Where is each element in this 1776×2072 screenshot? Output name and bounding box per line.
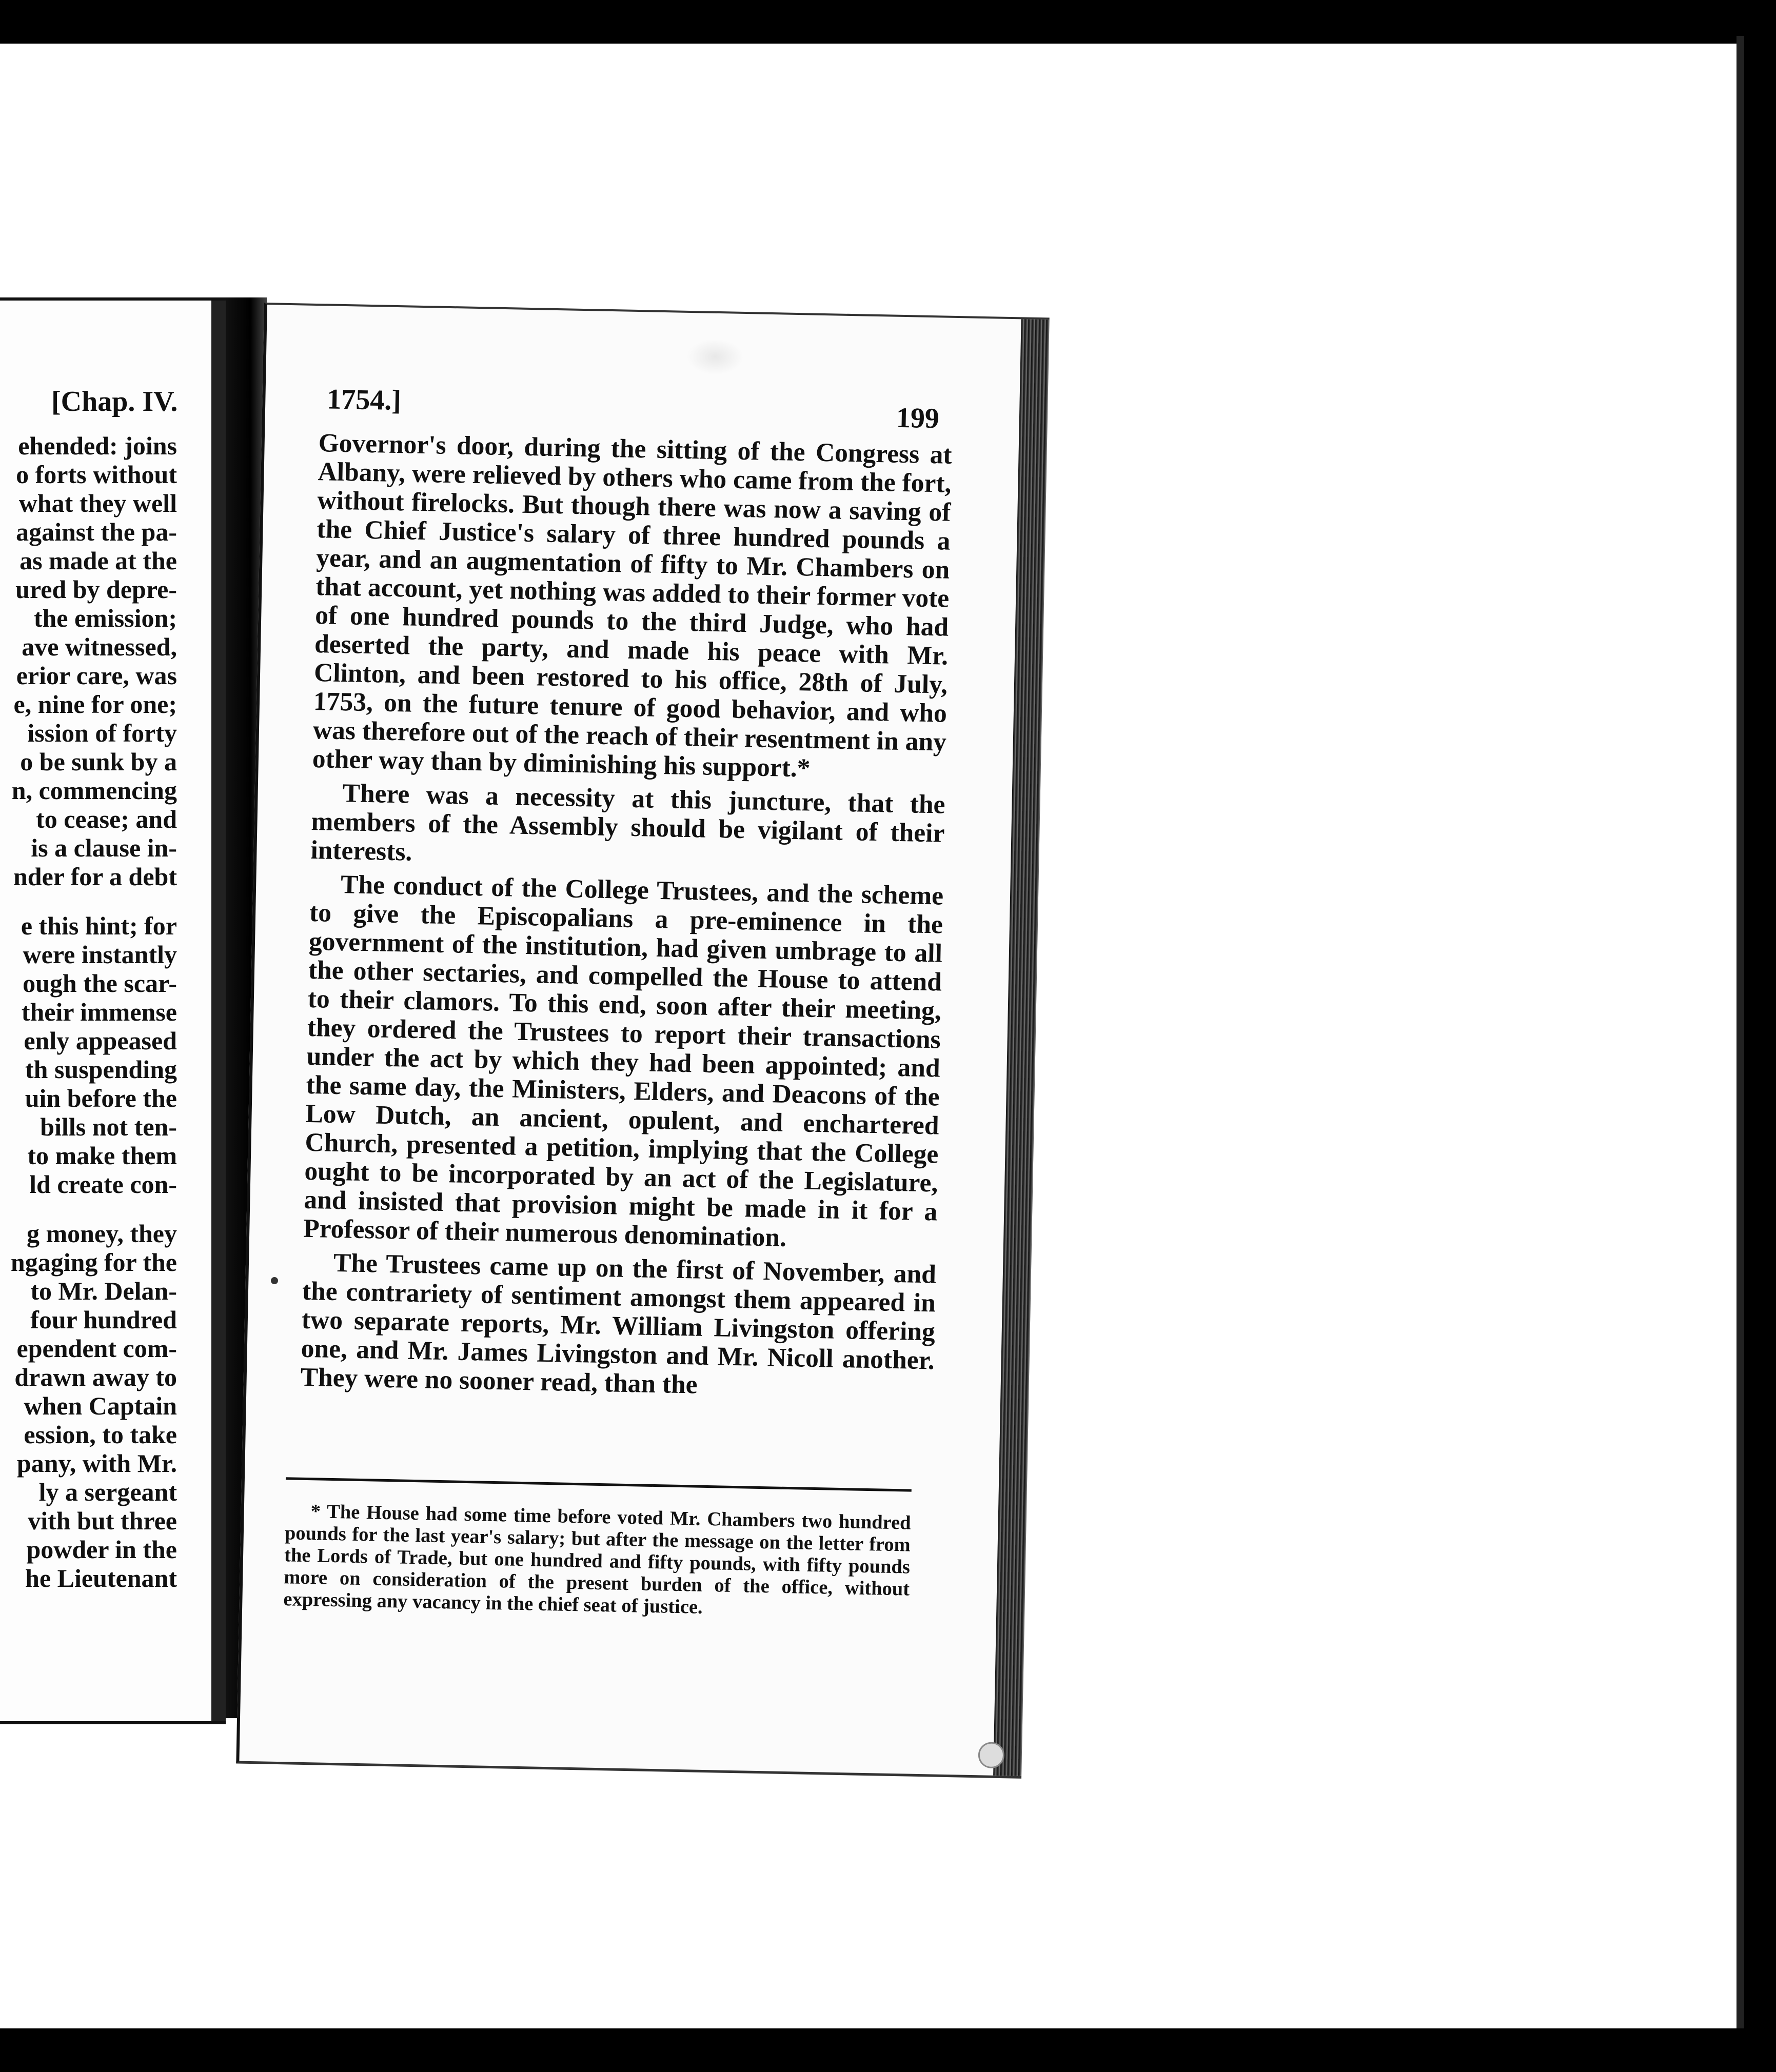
ink-dot [271,1277,278,1284]
paragraph: The Trustees came up on the first of November, and the contrariety of sentiment amongst them appeared in two separate reports, Mr. William Livingston offering one, and Mr. James Livingston and Mr. Nicoll another. They were no sooner read, than the [300,1248,937,1400]
right-page [236,303,1049,1779]
scan-border-top [0,0,1776,44]
running-head-year: 1754.] [326,383,402,417]
left-page [0,297,226,1724]
left-text-line: four hundred [30,1305,177,1334]
left-text-line: to Mr. Delan- [30,1277,177,1305]
scan-border-right [1744,0,1776,2072]
footnote: * The House had some time before voted Mr. Chambers two hundred pounds for the last year's salary; but after the message on the letter from the Lords of Trade, but one hundred and fifty pounds, with fifty pounds more on consideration of the present burden of the office, without expressing any vacancy in the chief seat of justice. [283,1501,911,1618]
page-fore-edge [993,319,1050,1776]
footnote-rule [286,1477,912,1491]
left-text-line: their immense [21,998,177,1026]
left-text-line: erior care, was [16,661,177,690]
paragraph-gap [0,891,177,911]
paragraph: The conduct of the College Trustees, and the scheme to give the Episcopalians a pre-eminence in the government of the institution, had given umbrage to all the other sectaries, and compelled the House to attend to their clamors. To this end, soon after their meeting, they ordered the Trustees to report their transactions under the act by which they had been appointed; and the same day, the Ministers, Elders, and Deacons of the Low Dutch, an ancient, opulent, and enchartered Church, presented a petition, implying that the College ought to be incorporated by an act of the Legislature, and insisted that provision might be made in it for a Professor of their numerous denomination. [303,870,944,1252]
left-text-line: g money, they [26,1219,177,1248]
left-text-line: as made at the [19,546,177,575]
left-text-line: e, nine for one; [13,690,177,719]
left-text-line: uin before the [25,1084,177,1112]
left-text-line: th suspending [25,1055,177,1084]
left-text-line: ave witnessed, [22,632,177,661]
left-text-line: the emission; [33,604,177,632]
left-text-line: ly a sergeant [38,1478,177,1506]
scan-shadow-right [1736,36,1744,2036]
left-text-line: enly appeased [24,1026,177,1055]
left-page-inner-edge [211,301,226,1721]
left-text-line: is a clause in- [31,833,177,862]
left-text-line: vith but three [28,1506,177,1535]
left-text-line: ession, to take [24,1420,177,1449]
left-text-line: ough the scar- [23,969,177,998]
left-text-line: ured by depre- [15,575,177,604]
body-text [300,429,952,1409]
left-text-line: powder in the [26,1535,177,1564]
paragraph-gap [0,1199,177,1219]
left-page-text [0,431,177,1592]
left-text-line: o be sunk by a [20,747,177,776]
left-text-line: pany, with Mr. [16,1449,177,1478]
left-text-line: ngaging for the [10,1248,177,1277]
left-text-line: to cease; and [36,805,177,833]
left-text-line: ependent com- [16,1334,177,1363]
left-text-line: ehended: joins [18,431,177,460]
left-text-line: what they well [18,489,177,517]
left-text-line: nder for a debt [13,862,177,891]
paper-blemish [686,338,743,375]
left-text-line: he Lieutenant [25,1564,177,1592]
left-text-line: e this hint; for [21,911,177,940]
left-running-head: [Chap. IV. [51,386,178,417]
left-text-line: n, commencing [11,776,177,805]
paragraph: There was a necessity at this juncture, that the members of the Assembly should be vigilant of their interests. [310,779,945,867]
paragraph: Governor's door, during the sitting of the Congress at Albany, were relieved by others who came from the fort, without firelocks. But though there was now a saving of the Chief Justice's salary of three hundred pounds a year, and an augmentation of fifty to Mr. Chambers on that account, yet nothing was added to their former vote of one hundred pounds to the third Judge, who had deserted the party, and made his peace with Mr. Clinton, and been restored to his office, 28th of July, 1753, on the future tenure of good behavior, and who was therefore out of the reach of their resentment in any other way than by diminishing his support.* [312,428,953,783]
left-text-line: were instantly [23,940,177,969]
scan-border-bottom [0,2028,1776,2072]
left-text-line: to make them [27,1141,177,1170]
left-text-line: ld create con- [29,1170,177,1199]
left-text-line: ission of forty [27,719,177,747]
left-text-line: bills not ten- [40,1112,177,1141]
left-text-line: drawn away to [14,1363,177,1391]
left-text-line: o forts without [16,460,177,489]
left-text-line: against the pa- [16,517,177,546]
left-text-line: when Captain [24,1391,177,1420]
page-number: 199 [896,402,940,435]
